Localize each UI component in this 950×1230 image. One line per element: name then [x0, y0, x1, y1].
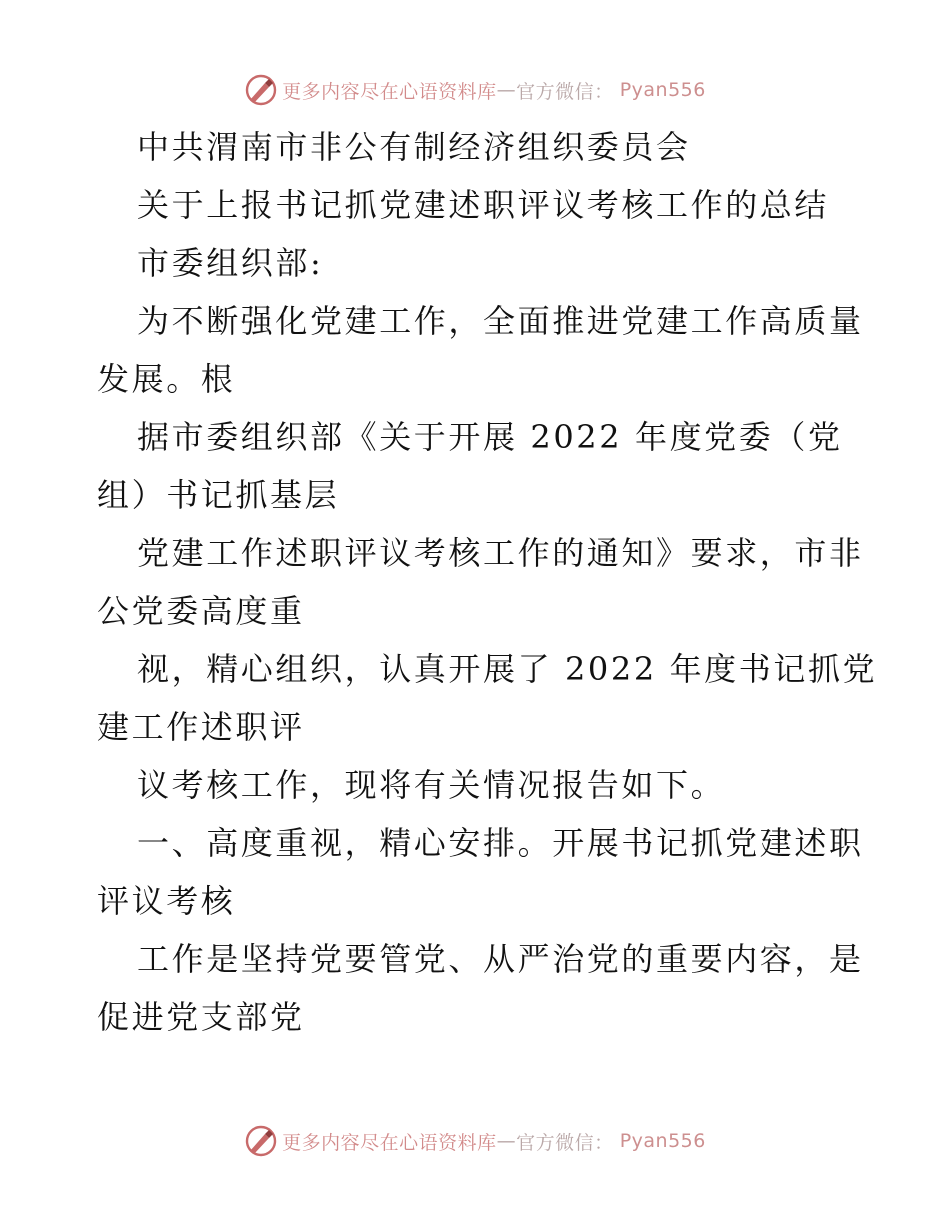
- paragraph-line: 组）书记抓基层: [97, 476, 340, 514]
- paragraph-line: 为不断强化党建工作，全面推进党建工作高质量: [137, 302, 864, 340]
- watermark-dash: —: [496, 79, 517, 101]
- document-title: 关于上报书记抓党建述职评议考核工作的总结: [137, 186, 830, 224]
- watermark-wechat-label: 官方微信：: [516, 80, 614, 103]
- paragraph-line: 据市委组织部《关于开展 2022 年度党委（党: [137, 418, 843, 456]
- paragraph-line: 党建工作述职评议考核工作的通知》要求，市非: [137, 534, 864, 572]
- paragraph-line: 建工作述职评: [97, 708, 305, 746]
- watermark-wechat-id: Pyan556: [619, 1130, 706, 1152]
- document-recipient: 市委组织部:: [137, 244, 324, 282]
- watermark-main-text: 更多内容尽在心语资料库: [282, 1131, 497, 1154]
- paragraph-line: 公党委高度重: [97, 592, 305, 630]
- watermark-wechat-id: Pyan556: [619, 79, 706, 101]
- pen-logo-icon: [244, 1124, 278, 1158]
- pen-logo-icon: [244, 73, 278, 107]
- paragraph-line: 评议考核: [97, 882, 236, 920]
- watermark-wechat-label: 官方微信：: [516, 1131, 614, 1154]
- paragraph-line: 视，精心组织，认真开展了 2022 年度书记抓党: [137, 650, 878, 688]
- paragraph-line: 议考核工作，现将有关情况报告如下。: [137, 766, 726, 804]
- paragraph-line: 促进党支部党: [97, 998, 305, 1036]
- watermark-main-text: 更多内容尽在心语资料库: [282, 80, 497, 103]
- document-org-title: 中共渭南市非公有制经济组织委员会: [137, 128, 691, 166]
- watermark-footer: [0, 1121, 950, 1161]
- document-body: [97, 118, 878, 1046]
- watermark-header: [0, 70, 950, 110]
- paragraph-line: 发展。根: [97, 360, 236, 398]
- section-heading-line: 一、高度重视，精心安排。开展书记抓党建述职: [137, 824, 864, 862]
- watermark-dash: —: [496, 1130, 517, 1152]
- paragraph-line: 工作是坚持党要管党、从严治党的重要内容，是: [137, 940, 864, 978]
